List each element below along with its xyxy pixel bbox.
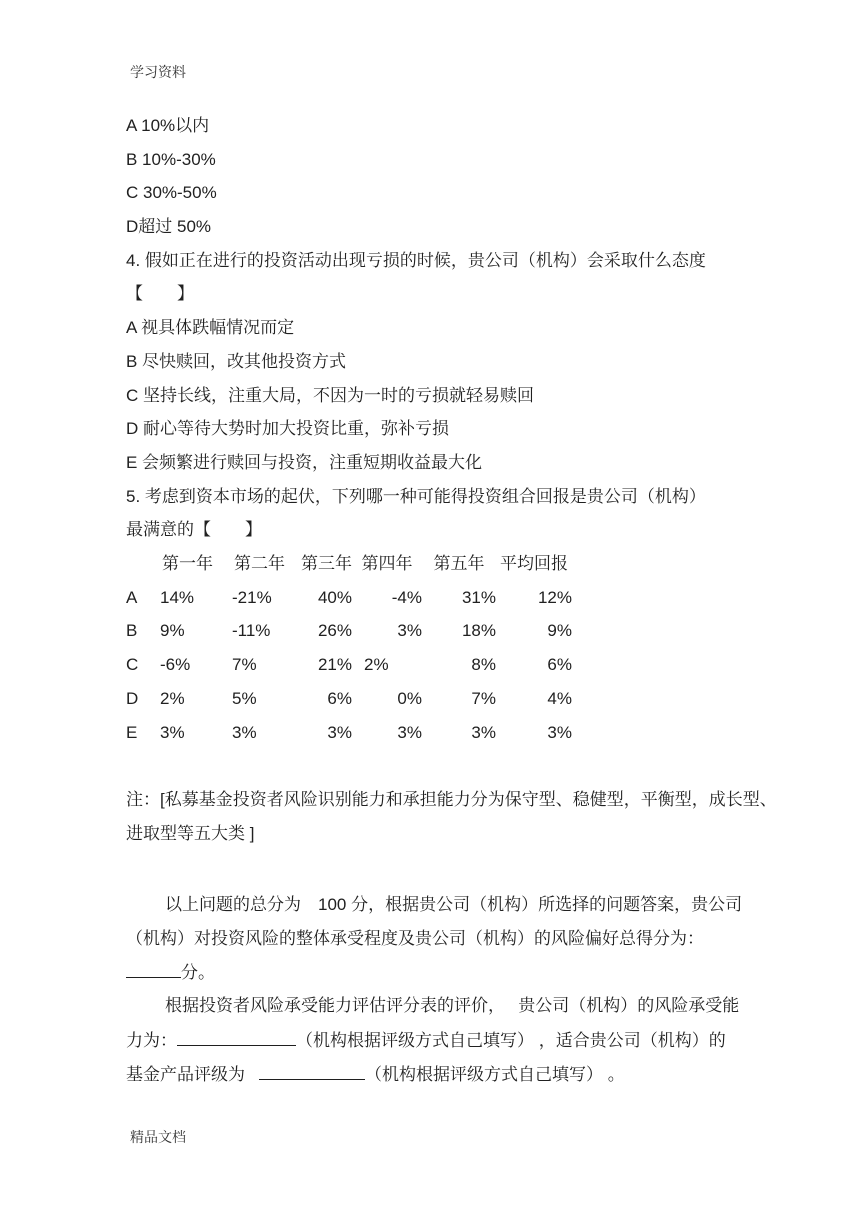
returns-table xyxy=(126,547,572,749)
table-row xyxy=(126,682,572,716)
table-row xyxy=(126,648,572,682)
table-cell: 31% xyxy=(461,587,496,607)
question-5-text: 5. 考虑到资本市场的起伏，下列哪一种可能得投资组合回报是贵公司（机构） xyxy=(126,486,706,506)
table-cell: 6% xyxy=(327,688,352,708)
column-header: 平均回报 xyxy=(500,554,568,573)
table-cell: 9% xyxy=(160,621,185,641)
table-cell: 40% xyxy=(317,587,352,607)
option-line-a: A 10%以内 xyxy=(126,116,210,135)
fund-rating-note: （机构根据评级方式自己填写） 。 xyxy=(365,1065,625,1084)
option-line-b: B 尽快赎回，改其他投资方式 xyxy=(126,351,347,371)
paragraph-line xyxy=(126,956,742,990)
answer-brackets: 【 】 xyxy=(126,284,194,304)
table-cell: 3% xyxy=(547,722,572,742)
option-line-c: C 坚持长线，注重大局，不因为一时的亏损就轻易赎回 xyxy=(126,385,534,405)
option-line-a: A 视具体跌幅情况而定 xyxy=(126,318,295,338)
option-line-b: B 10%-30% xyxy=(126,149,216,169)
table-cell: 26% xyxy=(317,621,352,641)
score-blank xyxy=(126,960,181,978)
corner-cell xyxy=(126,547,160,581)
row-label: B xyxy=(126,621,138,641)
column-header: 第一年 xyxy=(162,554,213,573)
table-cell: 9% xyxy=(547,621,572,641)
option-line-d: D超过 50% xyxy=(126,217,212,237)
table-row xyxy=(126,581,572,615)
table-cell: 3% xyxy=(327,722,352,742)
column-header: 第二年 xyxy=(234,554,285,573)
table-cell: -21% xyxy=(232,587,272,607)
table-cell: 2% xyxy=(160,688,185,708)
table-cell: 2% xyxy=(364,655,389,675)
paragraph-line xyxy=(126,1058,739,1093)
table-cell: 7% xyxy=(232,655,257,675)
option-line-e: E 会频繁进行赎回与投资，注重短期收益最大化 xyxy=(126,452,483,472)
question-4-text: 4. 假如正在进行的投资活动出现亏损的时候，贵公司（机构）会采取什么态度 xyxy=(126,250,706,270)
table-row xyxy=(126,614,572,648)
option-line-c: C 30%-50% xyxy=(126,183,217,203)
risk-capacity-label: 力为： xyxy=(126,1030,177,1050)
table-cell: 21% xyxy=(317,655,352,675)
table-cell: 3% xyxy=(232,722,257,742)
paragraph-line: 以上问题的总分为 100 分，根据贵公司（机构）所选择的问题答案，贵公司 xyxy=(165,895,743,914)
table-cell: 4% xyxy=(547,688,572,708)
option-line-d: D 耐心等待大势时加大投资比重，弥补亏损 xyxy=(126,419,449,439)
note-line: 注：[私募基金投资者风险识别能力和承担能力分为保守型、稳健型，平衡型，成长型、 xyxy=(126,790,777,809)
table-header-row xyxy=(126,547,572,581)
questionnaire-lines xyxy=(126,109,706,547)
table-cell: -11% xyxy=(232,621,271,641)
table-cell: 12% xyxy=(537,587,572,607)
rating-paragraph xyxy=(126,989,739,1093)
table-cell: 18% xyxy=(461,621,496,641)
table-cell: 8% xyxy=(471,655,496,675)
scoring-paragraph xyxy=(126,888,742,990)
row-label: C xyxy=(126,655,139,675)
page-header-text: 学习资料 xyxy=(130,66,186,81)
table-cell: 5% xyxy=(232,688,257,708)
table-row xyxy=(126,716,572,750)
table-cell: 7% xyxy=(471,688,496,708)
table-cell: -6% xyxy=(160,655,191,675)
column-header: 第三年 xyxy=(301,554,352,573)
paragraph-line xyxy=(126,1024,739,1059)
table-cell: -4% xyxy=(391,587,422,607)
table-cell: 3% xyxy=(160,722,185,742)
fund-rating-label: 基金产品评级为 xyxy=(126,1065,245,1084)
table-cell: 14% xyxy=(160,587,195,607)
table-cell: 3% xyxy=(397,621,422,641)
row-label: D xyxy=(126,688,139,708)
score-unit-text: 分。 xyxy=(181,963,215,982)
paragraph-line: （机构）对投资风险的整体承受程度及贵公司（机构）的风险偏好总得分为： xyxy=(126,929,704,948)
column-header: 第四年 xyxy=(361,554,413,573)
fund-rating-blank xyxy=(259,1062,365,1080)
table-cell: 6% xyxy=(547,655,572,675)
note-block xyxy=(126,783,777,850)
table-cell: 3% xyxy=(397,722,422,742)
paragraph-line: 根据投资者风险承受能力评估评分表的评价， 贵公司（机构）的风险承受能 xyxy=(165,996,740,1015)
note-line: 进取型等五大类 ] xyxy=(126,823,255,843)
table-cell: 3% xyxy=(471,722,496,742)
row-label: E xyxy=(126,722,138,742)
row-label: A xyxy=(126,587,138,607)
question-5-continuation: 最满意的【 】 xyxy=(126,520,262,540)
risk-capacity-note: （机构根据评级方式自己填写） ，适合贵公司（机构）的 xyxy=(296,1030,726,1050)
column-header: 第五年 xyxy=(433,554,485,573)
table-cell: 0% xyxy=(397,688,422,708)
risk-capacity-blank xyxy=(177,1028,296,1046)
page-footer-text: 精品文档 xyxy=(130,1131,186,1146)
